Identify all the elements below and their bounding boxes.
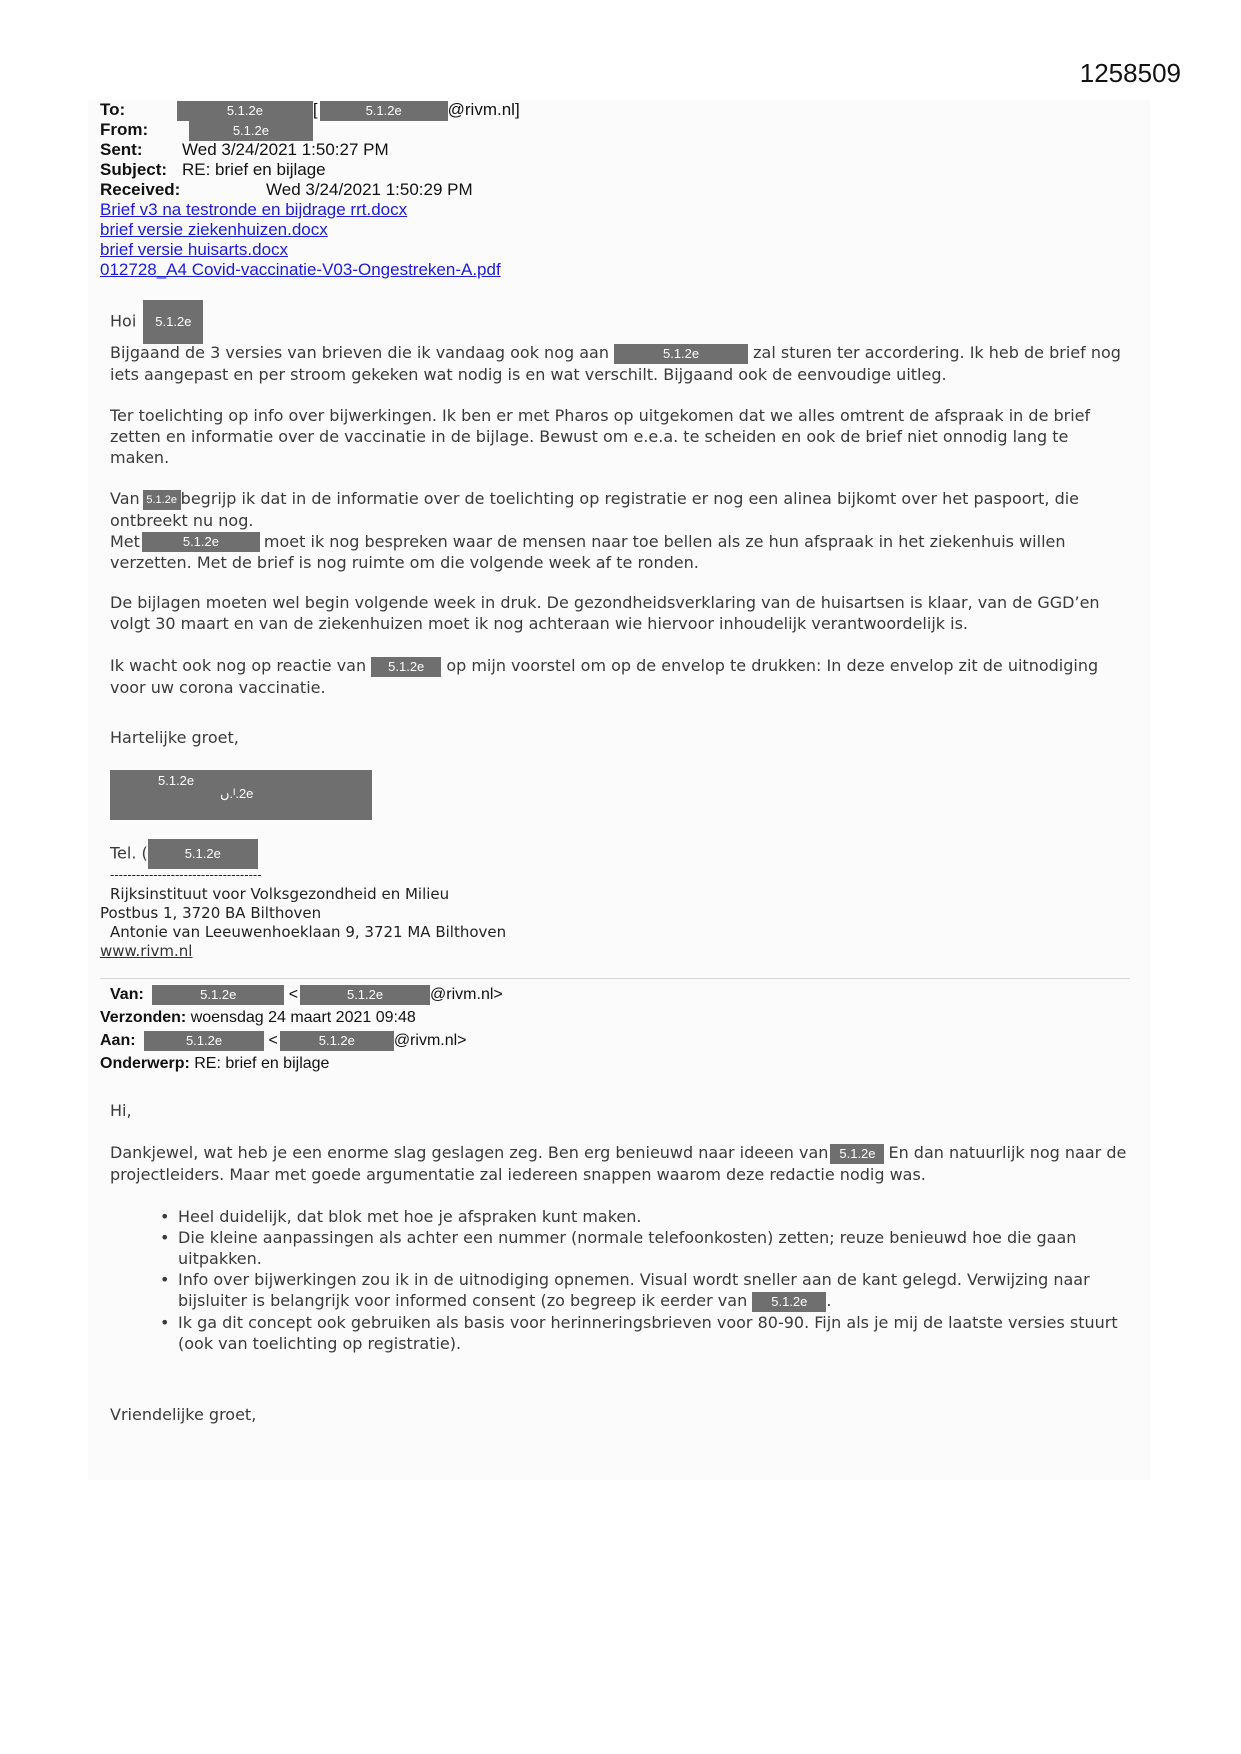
subject-row bbox=[100, 160, 326, 180]
redaction-label: 5.1.2e bbox=[158, 773, 195, 788]
signature-separator: ----------------------------------- bbox=[110, 868, 262, 882]
postal-address: Postbus 1, 3720 BA Bilthoven bbox=[100, 904, 322, 922]
paragraph: De bijlagen moeten wel begin volgende week in druk. De gezondheidsverklaring van de huisartsen is klaar, van de GGD’en volgt 30 maart en van de ziekenhuizen moet ik nog achteraan wie hiervoor inhoudelijk verantwoordelijk is. bbox=[110, 593, 1100, 633]
list-item-text: Heel duidelijk, dat blok met hoe je afspraken kunt maken. bbox=[178, 1207, 642, 1226]
org-name: Rijksinstituut voor Volksgezondheid en Milieu bbox=[110, 885, 450, 903]
signature-redaction bbox=[110, 770, 372, 820]
sent-value: Wed 3/24/2021 1:50:27 PM bbox=[182, 140, 389, 159]
address-suffix: @rivm.nl> bbox=[393, 1032, 467, 1049]
van-row bbox=[110, 984, 503, 1006]
tel-label: Tel. ( bbox=[110, 843, 148, 863]
from-label: From: bbox=[100, 120, 149, 139]
verzonden-row bbox=[100, 1007, 416, 1029]
bullet-icon: • bbox=[160, 1270, 170, 1289]
from-row bbox=[100, 120, 313, 141]
paragraph-text: Van bbox=[110, 489, 140, 508]
list-item-text: . bbox=[826, 1291, 832, 1310]
onderwerp-row bbox=[100, 1053, 329, 1075]
to-suffix: @rivm.nl] bbox=[447, 100, 520, 119]
redaction-box: 5.1.2e bbox=[614, 344, 748, 364]
redaction-box: 5.1.2e bbox=[142, 532, 260, 552]
attachment-link[interactable]: brief versie ziekenhuizen.docx bbox=[100, 220, 328, 239]
onderwerp-label: Onderwerp: bbox=[100, 1055, 190, 1072]
paragraph-text: Dankjewel, wat heb je een enorme slag geslagen zeg. Ben erg benieuwd naar ideeen van bbox=[110, 1143, 829, 1162]
street-address: Antonie van Leeuwenhoeklaan 9, 3721 MA Bilthoven bbox=[110, 923, 507, 941]
attachment-link[interactable]: 012728_A4 Covid-vaccinatie-V03-Ongestreken-A.pdf bbox=[100, 260, 501, 279]
list-item bbox=[160, 1227, 1135, 1269]
list-item-text: Die kleine aanpassingen als achter een nummer (normale telefoonkosten) zetten; reuze benieuwd hoe die gaan uitpakken. bbox=[178, 1228, 1077, 1268]
received-label: Received: bbox=[100, 180, 181, 199]
address-suffix: @rivm.nl> bbox=[430, 986, 503, 1003]
to-row bbox=[100, 100, 520, 121]
redaction-box: 5.1.2e bbox=[300, 985, 430, 1005]
redaction-box: 5.1.2e bbox=[148, 839, 258, 869]
redaction-box: 5.1.2e bbox=[143, 300, 203, 344]
subject-value: RE: brief en bijlage bbox=[182, 160, 326, 179]
redaction-box: 5.1.2e bbox=[144, 1031, 264, 1051]
van-label: Van: bbox=[110, 986, 144, 1003]
bullet-icon: • bbox=[160, 1312, 170, 1332]
aan-label: Aan: bbox=[100, 1032, 136, 1049]
redaction-label: ں.ᴵ.2e bbox=[220, 786, 254, 801]
verzonden-value: woensdag 24 maart 2021 09:48 bbox=[190, 1009, 416, 1026]
angle-bracket: < bbox=[288, 986, 299, 1003]
redaction-box: 5.1.2e bbox=[320, 101, 448, 121]
greeting-text: Hoi bbox=[110, 311, 137, 331]
onderwerp-value: RE: brief en bijlage bbox=[194, 1055, 330, 1072]
redaction-box: 5.1.2e bbox=[143, 490, 181, 510]
subject-label: Subject: bbox=[100, 160, 168, 179]
message-divider bbox=[100, 978, 1130, 979]
redaction-box: 5.1.2e bbox=[830, 1144, 884, 1164]
closing: Hartelijke groet, bbox=[110, 728, 239, 747]
redaction-box: 5.1.2e bbox=[189, 121, 313, 141]
sent-label: Sent: bbox=[100, 140, 143, 159]
redaction-box: 5.1.2e bbox=[280, 1031, 394, 1051]
paragraph bbox=[110, 342, 1130, 385]
paragraph-text: zal sturen ter accordering. Ik heb de brief nog iets aangepast en per stroom gekeken wat nodig is en wat verschilt. Bijgaand ook de eenvoudige uitleg. bbox=[110, 343, 1121, 384]
paragraph-text: Ik wacht ook nog op reactie van bbox=[110, 656, 367, 675]
aan-row bbox=[100, 1030, 467, 1052]
paragraph-text: moet ik nog bespreken waar de mensen naar toe bellen als ze hun afspraak in het ziekenhuis willen verzetten. Met de brief is nog ruimte om die volgende week af te ronden. bbox=[110, 531, 1066, 572]
attachment-link[interactable]: brief versie huisarts.docx bbox=[100, 240, 289, 259]
to-open-bracket: [ bbox=[312, 100, 318, 119]
bullet-list bbox=[160, 1206, 1135, 1354]
paragraph-text: op mijn voorstel om op de envelop te drukken: In deze envelop zit de uitnodiging voor uw corona vaccinatie. bbox=[110, 656, 1099, 697]
bullet-icon: • bbox=[160, 1228, 170, 1247]
verzonden-label: Verzonden: bbox=[100, 1009, 187, 1026]
paragraph bbox=[110, 488, 1130, 573]
list-item bbox=[160, 1269, 1135, 1312]
redaction-box: 5.1.2e bbox=[152, 985, 284, 1005]
list-item bbox=[160, 1312, 1135, 1354]
redaction-box: 5.1.2e bbox=[371, 657, 441, 677]
greeting: Hi, bbox=[110, 1101, 132, 1120]
received-row bbox=[100, 180, 473, 200]
tel-row bbox=[110, 839, 1130, 869]
list-item-text: Info over bijwerkingen zou ik in de uitnodiging opnemen. Visual wordt sneller aan de kant gelegd. Verwijzing naar bijsluiter is belangrijk voor informed consent (zo begreep ik eerder van bbox=[178, 1270, 1090, 1310]
paragraph-text: En dan natuurlijk nog naar de projectleiders. Maar met goede argumentatie zal iedereen snappen waarom deze redactie nodig was. bbox=[110, 1143, 1127, 1184]
received-value: Wed 3/24/2021 1:50:29 PM bbox=[266, 180, 473, 199]
paragraph-text: Met bbox=[110, 531, 140, 551]
list-item-text: Ik ga dit concept ook gebruiken als basis voor herinneringsbrieven voor 80-90. Fijn als je mij de laatste versies stuurt (ook van toelichting op registratie). bbox=[178, 1312, 1118, 1353]
to-label: To: bbox=[100, 100, 126, 119]
paragraph bbox=[110, 655, 1130, 698]
attachment-link[interactable]: Brief v3 na testronde en bijdrage rrt.docx bbox=[100, 200, 408, 219]
document-id: 1258509 bbox=[1079, 58, 1181, 88]
angle-bracket: < bbox=[268, 1032, 278, 1049]
redaction-box: 5.1.2e bbox=[752, 1292, 826, 1312]
sent-row bbox=[100, 140, 389, 160]
website-link[interactable]: www.rivm.nl bbox=[100, 942, 193, 960]
paragraph-text: Bijgaand de 3 versies van brieven die ik vandaag ook nog aan bbox=[110, 343, 609, 362]
paragraph-text: begrijp ik dat in de informatie over de toelichting op registratie er nog een alinea bijkomt over het paspoort, die ontbreekt nu nog. bbox=[110, 489, 1080, 530]
bullet-icon: • bbox=[160, 1207, 170, 1226]
greeting bbox=[110, 300, 1130, 344]
paragraph bbox=[110, 1142, 1130, 1185]
closing: Vriendelijke groet, bbox=[110, 1405, 257, 1424]
paragraph: Ter toelichting op info over bijwerkingen. Ik ben er met Pharos op uitgekomen dat we alles omtrent de afspraak in de brief zetten en informatie over de vaccinatie in de bijlage. Bewust om e.e.a. te scheiden en ook de brief niet onnodig lang te maken. bbox=[110, 406, 1091, 467]
list-item bbox=[160, 1206, 1135, 1227]
redaction-box: 5.1.2e bbox=[177, 101, 313, 121]
